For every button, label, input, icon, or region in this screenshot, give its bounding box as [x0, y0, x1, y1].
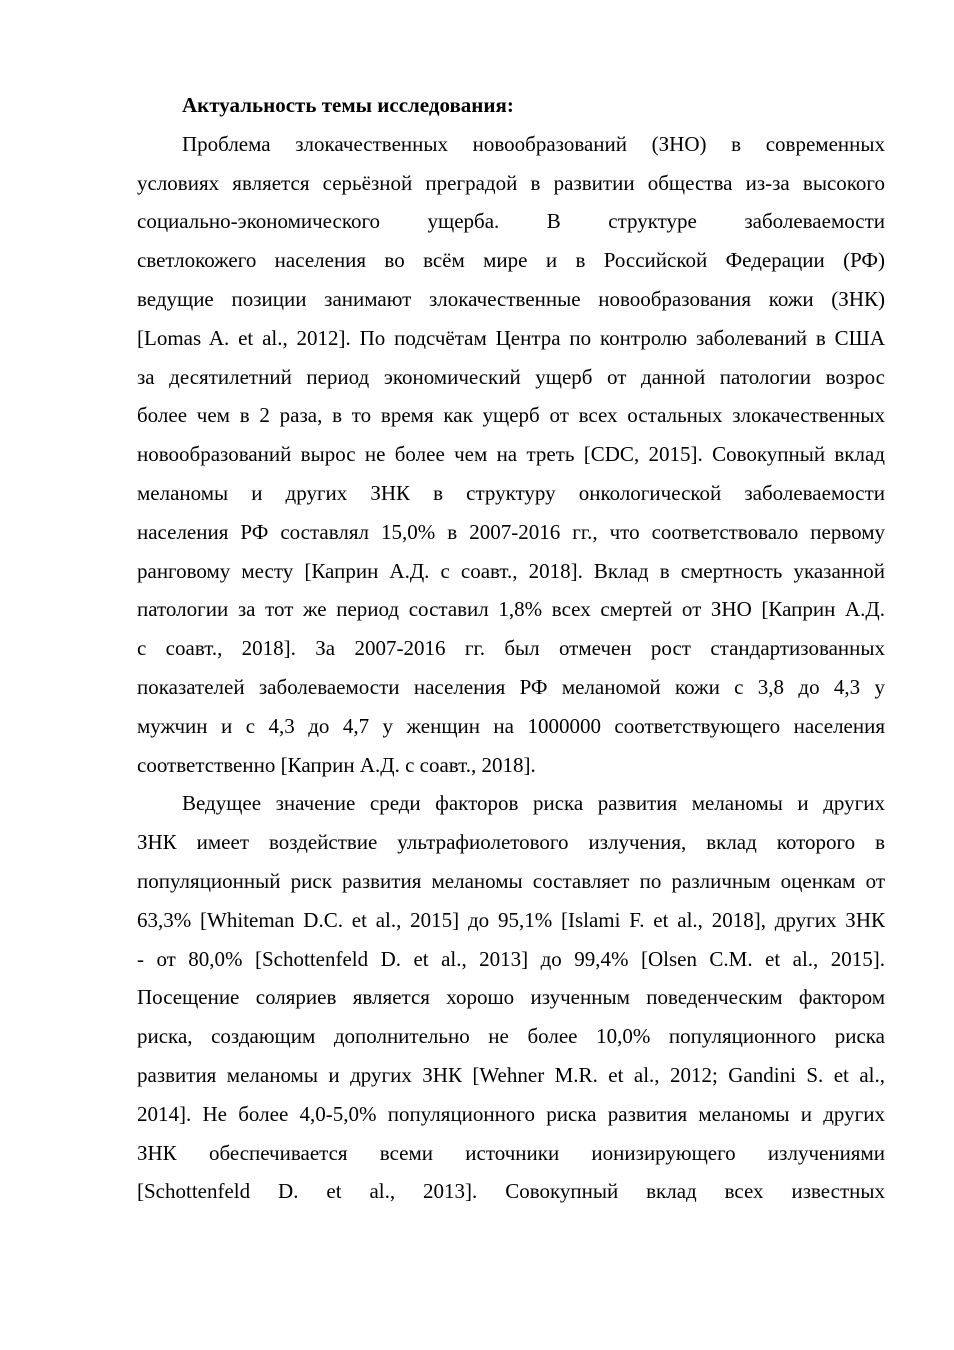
text-line: ЗНК обеспечивается всеми источники ионизирующего излучениями — [137, 1140, 885, 1165]
text-line: ЗНК имеет воздействие ультрафиолетового излучения, вклад которого в — [137, 830, 885, 855]
text-line: населения РФ составлял 15,0% в 2007-2016 гг., что соответствовало первому — [137, 519, 885, 544]
text-line: 63,3% [Whiteman D.C. et al., 2015] до 95,1% [Islami F. et al., 2018], других ЗНК — [137, 907, 885, 932]
section-heading: Актуальность темы исследования: — [182, 93, 514, 117]
text-line: Проблема злокачественных новообразований (ЗНО) в современных — [182, 131, 885, 156]
text-line: за десятилетний период экономический ущерб от данной патологии возрос — [137, 364, 885, 389]
text-line: ведущие позиции занимают злокачественные новообразования кожи (ЗНК) — [137, 286, 885, 311]
text-line: патологии за тот же период составил 1,8% всех смертей от ЗНО [Каприн А.Д. — [137, 597, 885, 622]
paragraph-1 — [137, 125, 885, 785]
text-line: социально-экономического ущерба. В структуре заболеваемости — [137, 209, 885, 234]
paragraph-2 — [137, 784, 885, 1211]
text-line: ранговому месту [Каприн А.Д. с соавт., 2018]. Вклад в смертность указанной — [137, 558, 885, 583]
text-line: показателей заболеваемости населения РФ меланомой кожи с 3,8 до 4,3 у — [137, 674, 885, 699]
text-line: более чем в 2 раза, в то время как ущерб от всех остальных злокачественных — [137, 403, 885, 428]
text-line: - от 80,0% [Schottenfeld D. et al., 2013] до 99,4% [Olsen C.M. et al., 2015]. — [137, 946, 885, 971]
text-line: Посещение соляриев является хорошо изученным поведенческим фактором — [137, 985, 885, 1010]
text-line: меланомы и других ЗНК в структуру онкологической заболеваемости — [137, 480, 885, 505]
text-line: риска, создающим дополнительно не более 10,0% популяционного риска — [137, 1024, 885, 1049]
text-line: Ведущее значение среди факторов риска развития меланомы и других — [182, 791, 885, 816]
text-line: соответственно [Каприн А.Д. с соавт., 2018]. — [137, 752, 536, 777]
text-line: 2014]. Не более 4,0-5,0% популяционного риска развития меланомы и других — [137, 1101, 885, 1126]
text-line: мужчин и с 4,3 до 4,7 у женщин на 1000000 соответствующего населения — [137, 713, 885, 738]
text-line: развития меланомы и других ЗНК [Wehner M.R. et al., 2012; Gandini S. et al., — [137, 1062, 885, 1087]
text-line: [Schottenfeld D. et al., 2013]. Совокупный вклад всех известных — [137, 1179, 885, 1204]
text-line: с соавт., 2018]. За 2007-2016 гг. был отмечен рост стандартизованных — [137, 636, 885, 661]
text-line: [Lomas A. et al., 2012]. По подсчётам Центра по контролю заболеваний в США — [137, 325, 885, 350]
text-line: условиях является серьёзной преградой в развитии общества из-за высокого — [137, 170, 885, 195]
text-line: популяционный риск развития меланомы составляет по различным оценкам от — [137, 868, 885, 893]
text-line: светлокожего населения во всём мире и в Российской Федерации (РФ) — [137, 248, 885, 273]
document-body — [137, 86, 885, 1211]
text-line: новообразований вырос не более чем на треть [CDC, 2015]. Совокупный вклад — [137, 442, 885, 467]
